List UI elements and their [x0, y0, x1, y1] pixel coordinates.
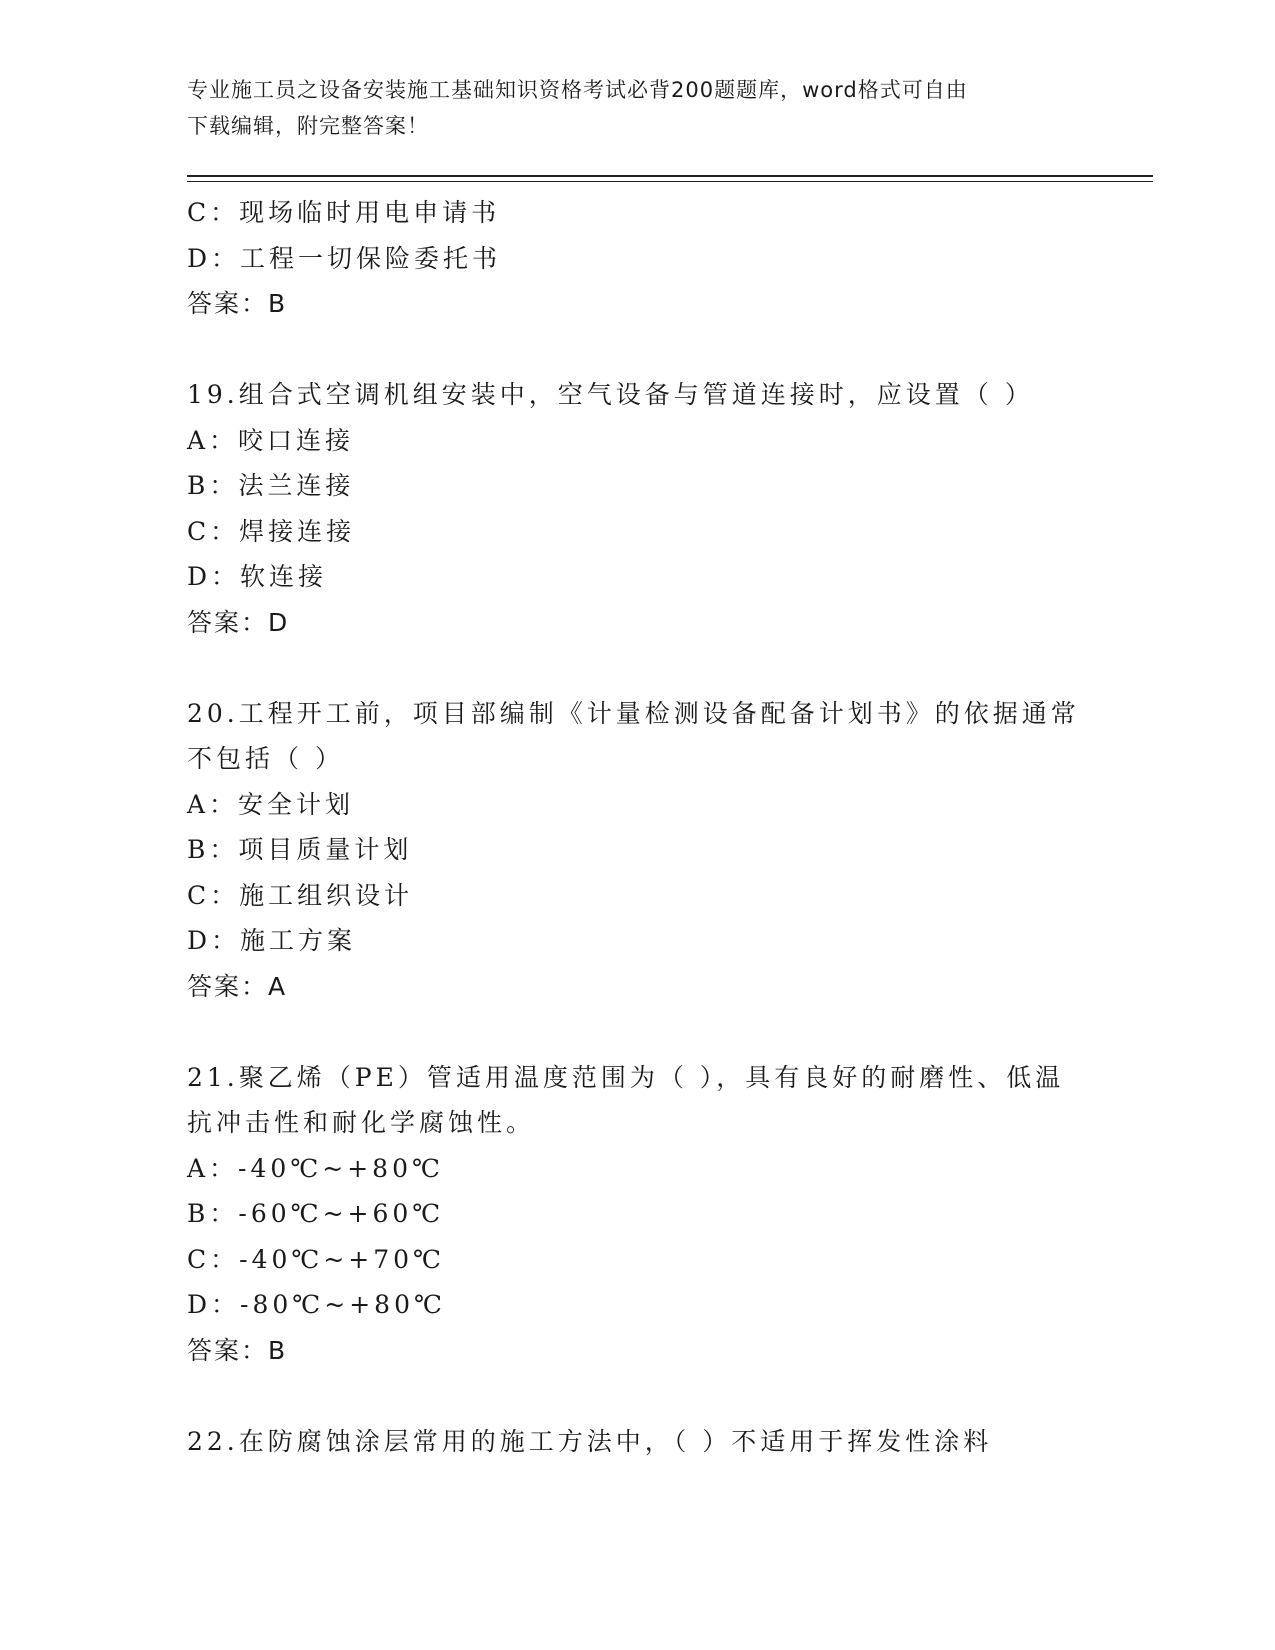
option-a: A：-40℃~+80℃ — [187, 1153, 444, 1183]
option-b: B：法兰连接 — [187, 471, 355, 500]
header-rule-thick — [187, 175, 1153, 177]
header-rule-thin — [187, 181, 1153, 182]
option-d: D：-80℃~+80℃ — [187, 1290, 446, 1319]
option-c: C：焊接连接 — [187, 516, 356, 546]
question-text: 19.组合式空调机组安装中，空气设备与管道连接时，应设置（ ） — [187, 380, 1034, 409]
option-b: B：-60℃~+60℃ — [187, 1199, 445, 1228]
answer-text: 答案：D — [187, 607, 290, 637]
spacer — [187, 1009, 1087, 1055]
question-block-20 — [187, 691, 1087, 1010]
spacer — [187, 327, 1087, 373]
document-header — [187, 72, 1067, 144]
question-block-22 — [187, 1419, 1087, 1465]
header-line-2: 下载编辑，附完整答案！ — [187, 114, 429, 138]
question-text-line-2: 抗冲击性和耐化学腐蚀性。 — [187, 1108, 536, 1137]
answer-text: 答案：A — [187, 971, 288, 1001]
question-block-18 — [187, 190, 1087, 327]
option-c: C：-40℃~+70℃ — [187, 1244, 446, 1274]
spacer — [187, 1373, 1087, 1419]
question-block-21 — [187, 1055, 1087, 1374]
header-line-1: 专业施工员之设备安装施工基础知识资格考试必背200题题库，word格式可自由 — [187, 78, 968, 102]
answer-text: 答案：B — [187, 289, 288, 318]
option-b: B：项目质量计划 — [187, 835, 413, 864]
question-text-line-1: 20.工程开工前，项目部编制《计量检测设备配备计划书》的依据通常 — [187, 698, 1080, 728]
option-c: C：施工组织设计 — [187, 880, 414, 910]
option-d: D：施工方案 — [187, 926, 357, 955]
question-text: 22.在防腐蚀涂层常用的施工方法中，（ ）不适用于挥发性涂料 — [187, 1426, 993, 1456]
option-d: D：工程一切保险委托书 — [187, 243, 502, 273]
option-a: A：咬口连接 — [187, 425, 355, 455]
question-text-line-2: 不包括（ ） — [187, 744, 344, 773]
answer-text: 答案：B — [187, 1335, 288, 1365]
question-block-19 — [187, 372, 1087, 645]
option-d: D：软连接 — [187, 562, 328, 591]
spacer — [187, 645, 1087, 691]
question-list — [187, 190, 1087, 1464]
option-a: A：安全计划 — [187, 789, 355, 819]
option-c: C：现场临时用电申请书 — [187, 198, 501, 227]
question-text-line-1: 21.聚乙烯（PE）管适用温度范围为（ ），具有良好的耐磨性、低温 — [187, 1062, 1065, 1092]
